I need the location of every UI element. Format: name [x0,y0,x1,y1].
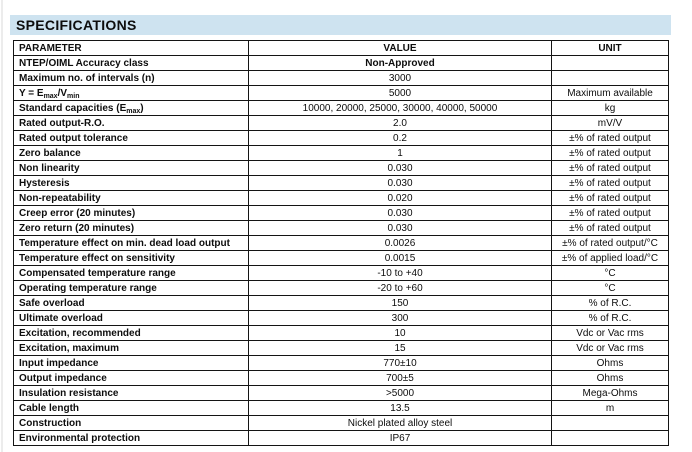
table-row [14,356,669,371]
parameter-cell: Ultimate overload [14,311,249,326]
table-row [14,131,669,146]
unit-cell [552,56,669,71]
table-header [14,41,669,56]
unit-cell: ±% of rated output [552,131,669,146]
value-cell: 15 [249,341,552,356]
value-cell: 3000 [249,71,552,86]
parameter-cell: Construction [14,416,249,431]
value-cell: 300 [249,311,552,326]
value-cell: 0.0026 [249,236,552,251]
unit-cell: ±% of rated output [552,221,669,236]
parameter-cell: Operating temperature range [14,281,249,296]
value-cell: >5000 [249,386,552,401]
parameter-cell: Hysteresis [14,176,249,191]
table-row [14,281,669,296]
parameter-cell: Cable length [14,401,249,416]
value-cell: 770±10 [249,356,552,371]
unit-cell: °C [552,266,669,281]
table-row [14,386,669,401]
value-cell: 700±5 [249,371,552,386]
value-cell: 10000, 20000, 25000, 30000, 40000, 50000 [249,101,552,116]
unit-cell: °C [552,281,669,296]
value-cell: 0.020 [249,191,552,206]
table-row [14,86,669,101]
table-body [14,56,669,446]
unit-cell [552,416,669,431]
table-row [14,431,669,446]
table-row [14,326,669,341]
value-cell: 0.030 [249,176,552,191]
table-row [14,161,669,176]
table-row [14,206,669,221]
parameter-cell: Excitation, maximum [14,341,249,356]
parameter-cell: Non linearity [14,161,249,176]
value-cell: 0.0015 [249,251,552,266]
parameter-cell: Zero balance [14,146,249,161]
unit-cell: ±% of rated output/°C [552,236,669,251]
value-cell: 0.030 [249,221,552,236]
parameter-cell: Excitation, recommended [14,326,249,341]
unit-cell: m [552,401,669,416]
section-header-bar [10,15,671,35]
parameter-cell: Rated output-R.O. [14,116,249,131]
value-cell: 0.030 [249,206,552,221]
value-cell: 1 [249,146,552,161]
value-cell: 0.030 [249,161,552,176]
column-header-value: VALUE [249,41,552,56]
unit-cell: Ohms [552,356,669,371]
table-header-row [14,41,669,56]
unit-cell: ±% of rated output [552,146,669,161]
value-cell: 13.5 [249,401,552,416]
table-row [14,236,669,251]
table-row [14,101,669,116]
column-header-unit: UNIT [552,41,669,56]
value-cell: Non-Approved [249,56,552,71]
unit-cell: Vdc or Vac rms [552,341,669,356]
value-cell: 10 [249,326,552,341]
value-cell: -10 to +40 [249,266,552,281]
unit-cell: % of R.C. [552,296,669,311]
section-title: SPECIFICATIONS [16,17,137,33]
parameter-cell: Temperature effect on min. dead load output [14,236,249,251]
unit-cell: ±% of rated output [552,176,669,191]
parameter-cell: Output impedance [14,371,249,386]
value-cell: IP67 [249,431,552,446]
parameter-cell: Rated output tolerance [14,131,249,146]
column-header-parameter: PARAMETER [14,41,249,56]
parameter-cell: Insulation resistance [14,386,249,401]
table-row [14,311,669,326]
table-row [14,251,669,266]
value-cell: Nickel plated alloy steel [249,416,552,431]
table-row [14,416,669,431]
parameter-cell: Environmental protection [14,431,249,446]
parameter-cell: Input impedance [14,356,249,371]
value-cell: -20 to +60 [249,281,552,296]
parameter-cell: Compensated temperature range [14,266,249,281]
unit-cell: ±% of rated output [552,206,669,221]
unit-cell: mV/V [552,116,669,131]
value-cell: 5000 [249,86,552,101]
parameter-cell: $Y = E_{max}/V_{min}$ [14,86,249,101]
table-row [14,191,669,206]
table-row [14,341,669,356]
parameter-cell: Temperature effect on sensitivity [14,251,249,266]
unit-cell: % of R.C. [552,311,669,326]
table-row [14,56,669,71]
parameter-cell: Creep error (20 minutes) [14,206,249,221]
parameter-cell: Standard capacities $(E_{max})$ [14,101,249,116]
parameter-cell: NTEP/OIML Accuracy class [14,56,249,71]
table-row [14,266,669,281]
unit-cell: Mega-Ohms [552,386,669,401]
unit-cell [552,431,669,446]
table-row [14,176,669,191]
unit-cell: ±% of rated output [552,191,669,206]
table-row [14,371,669,386]
unit-cell: Ohms [552,371,669,386]
table-row [14,221,669,236]
parameter-cell: Safe overload [14,296,249,311]
unit-cell: ±% of applied load/°C [552,251,669,266]
value-cell: 0.2 [249,131,552,146]
unit-cell: Vdc or Vac rms [552,326,669,341]
table-row [14,296,669,311]
unit-cell [552,71,669,86]
parameter-cell: Maximum no. of intervals (n) [14,71,249,86]
unit-cell: Maximum available [552,86,669,101]
table-row [14,401,669,416]
table-row [14,146,669,161]
unit-cell: kg [552,101,669,116]
value-cell: 150 [249,296,552,311]
table-row [14,116,669,131]
value-cell: 2.0 [249,116,552,131]
parameter-cell: Zero return (20 minutes) [14,221,249,236]
specifications-table [13,40,669,446]
unit-cell: ±% of rated output [552,161,669,176]
parameter-cell: Non-repeatability [14,191,249,206]
scan-edge-artifact [1,0,3,452]
table-row [14,71,669,86]
